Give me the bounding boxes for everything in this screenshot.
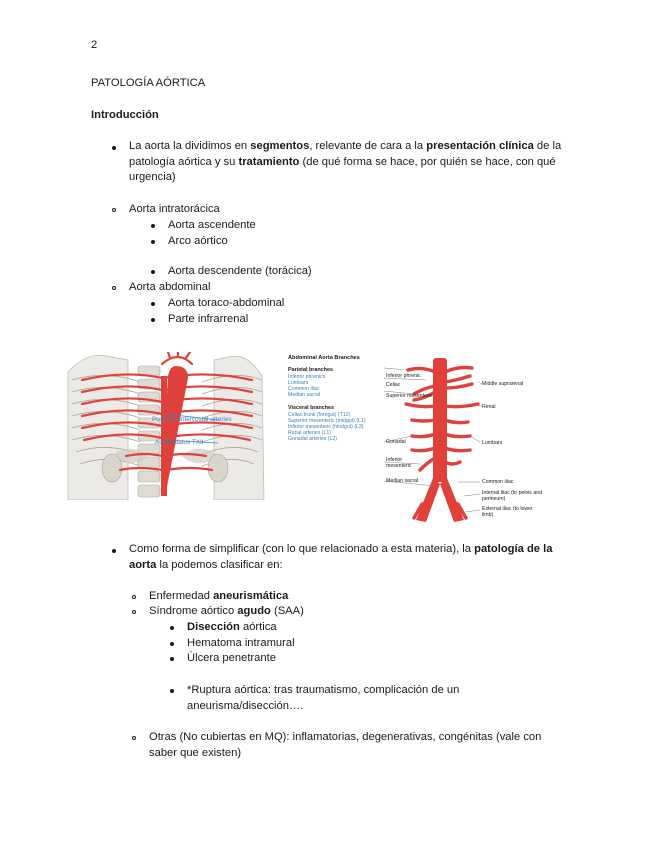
bullet-dot bbox=[112, 146, 116, 150]
parietal-item: Common iliac bbox=[288, 386, 320, 392]
type-ulcer: Úlcera penetrante bbox=[187, 652, 276, 664]
segment-thoracoabdominal: Aorta toraco-abdominal bbox=[168, 297, 285, 309]
diagram-label-left: Gonadal bbox=[386, 439, 406, 445]
bullet-ring bbox=[112, 208, 116, 212]
type-text: (SAA) bbox=[270, 605, 304, 617]
page-title: PATOLOGÍA AÓRTICA bbox=[91, 77, 206, 89]
label-aortic-hiatus: Aortic hiatus TXII bbox=[155, 439, 204, 446]
visceral-item: Inferior mesenteric (hindgut) (L3) bbox=[288, 424, 364, 430]
bullet-ring bbox=[132, 595, 136, 599]
bullet-ring bbox=[132, 736, 136, 740]
segment-infrarenal: Parte infrarrenal bbox=[168, 313, 249, 325]
classification-bold: patología de la aorta bbox=[129, 543, 553, 571]
type-text: aórtica bbox=[239, 621, 277, 633]
page-number: 2 bbox=[91, 39, 98, 51]
type-text: Síndrome aórtico bbox=[149, 605, 238, 617]
classification-text: la podemos clasificar en: bbox=[156, 558, 283, 571]
segment-intrathoracic: Aorta intratorácica bbox=[129, 203, 220, 215]
intro-text: , relevante de cara a la bbox=[309, 140, 427, 152]
intro-text: de la patología aórtica y su bbox=[129, 140, 562, 168]
diagram-label-left: Celiac bbox=[386, 382, 401, 388]
diagram-label-left: Superior mesenteric bbox=[386, 393, 433, 399]
bullet-dot bbox=[170, 657, 174, 661]
type-others: Otras (No cubiertas en MQ): inflamatorias, degenerativas, congénitas (vale con saber que existen) bbox=[149, 731, 542, 759]
diagram-label-right: Middle suprarenal bbox=[482, 381, 524, 387]
type-bold: Disección bbox=[187, 621, 240, 633]
intro-bold: tratamiento bbox=[238, 155, 300, 168]
visceral-item: Renal arteries (L1) bbox=[288, 430, 331, 436]
type-saa bbox=[149, 604, 304, 620]
bullet-ring bbox=[112, 286, 116, 290]
intro-bold: segmentos bbox=[250, 140, 310, 152]
type-rupture: *Ruptura aórtica: tras traumatismo, complicación de un aneurisma/disección…. bbox=[187, 684, 460, 712]
segment-arch: Arco aórtico bbox=[168, 235, 228, 247]
bullet-dot bbox=[151, 318, 155, 322]
diagram-label-right: Internal iliac (to pelvis and perineum) bbox=[482, 490, 542, 502]
diagram-label-left: Inferior mesenteric bbox=[386, 457, 412, 469]
bullet-dot bbox=[170, 642, 174, 646]
diagram-label-right: Renal bbox=[482, 404, 496, 410]
diagram-label-left: Inferior phrenic bbox=[386, 373, 421, 379]
type-dissection bbox=[187, 620, 277, 636]
section-heading: Introducción bbox=[91, 109, 159, 121]
visceral-item: Celiac trunk (foregut) (T12) bbox=[288, 412, 351, 418]
diagram-label-right: External iliac (to lower limb) bbox=[482, 506, 533, 518]
parietal-title: Parietal branches bbox=[288, 367, 333, 373]
bullet-dot bbox=[170, 689, 174, 693]
bullet-dot bbox=[151, 270, 155, 274]
intro-text: (de qué forma se hace, por quién se hace, con qué urgencia) bbox=[129, 155, 556, 183]
classification-text: Como forma de simplificar (con lo que relacionado a esta materia), la bbox=[129, 543, 475, 555]
type-bold: aneurismática bbox=[213, 590, 289, 602]
type-bold: agudo bbox=[237, 605, 271, 617]
type-hematoma: Hematoma intramural bbox=[187, 637, 295, 649]
parietal-item: Inferior phrenics bbox=[288, 374, 326, 380]
type-text: Enfermedad bbox=[149, 590, 214, 602]
intro-bold: presentación clínica bbox=[426, 140, 534, 152]
segment-descending: Aorta descendente (torácica) bbox=[168, 265, 312, 277]
parietal-item: Lumbars bbox=[288, 380, 309, 386]
diagram-label-right: Lumbars bbox=[482, 440, 503, 446]
bullet-dot bbox=[112, 549, 116, 553]
intro-text: La aorta la dividimos en bbox=[129, 140, 251, 152]
branches-heading: Abdominal Aorta Branches bbox=[288, 355, 360, 361]
label-intercostal: Posterior intercostal arteries bbox=[152, 416, 232, 423]
visceral-item: Superior mesenteric (midgut) (L1) bbox=[288, 418, 366, 424]
bullet-ring bbox=[132, 610, 136, 614]
bullet-dot bbox=[151, 302, 155, 306]
bullet-dot bbox=[151, 224, 155, 228]
parietal-item: Median sacral bbox=[288, 392, 321, 398]
segment-ascending: Aorta ascendente bbox=[168, 219, 256, 231]
diagram-label-left: Median sacral bbox=[386, 478, 419, 484]
thoracic-aorta-illustration bbox=[66, 352, 266, 500]
bullet-dot bbox=[151, 240, 155, 244]
classification-paragraph bbox=[129, 542, 569, 573]
type-aneurysm bbox=[149, 589, 288, 605]
visceral-title: Visceral branches bbox=[288, 405, 335, 411]
intro-paragraph bbox=[129, 139, 569, 186]
segment-abdominal: Aorta abdominal bbox=[129, 281, 211, 293]
bullet-dot bbox=[170, 626, 174, 630]
diagram-label-right: Common iliac bbox=[482, 479, 514, 485]
visceral-item: Gonadal arteries (L2) bbox=[288, 436, 338, 442]
